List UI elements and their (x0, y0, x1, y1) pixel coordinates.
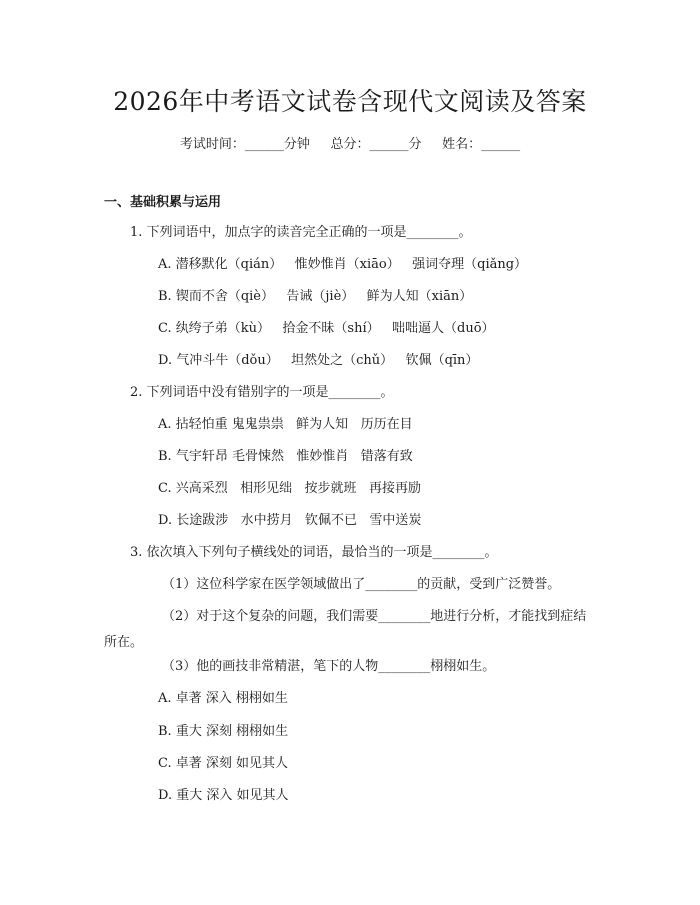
question-3-option-c: C. 卓著 深刻 如见其人 (158, 756, 289, 771)
question-3-sentence-2: （2）对于这个复杂的问题，我们需要________地进行分析，才能找到症结所在。 (104, 609, 587, 650)
section-heading: 一、基础积累与运用 (104, 195, 222, 210)
question-3-sentence-3: （3）他的画技非常精湛，笔下的人物________栩栩如生。 (162, 659, 496, 674)
question-1-option-b: B. 锲而不舍（qiè） 告诫（jiè） 鲜为人知（xiān） (158, 289, 473, 304)
question-3-option-b: B. 重大 深刻 栩栩如生 (158, 724, 289, 739)
question-1-option-c: C. 纨绔子弟（kù） 拾金不昧（shí） 咄咄逼人（duō） (158, 321, 495, 336)
question-2-option-d: D. 长途跋涉 水中捞月 钦佩不已 雪中送炭 (158, 513, 422, 528)
question-3-option-d: D. 重大 深入 如见其人 (158, 788, 289, 803)
question-2-option-c: C. 兴高采烈 相形见绌 按步就班 再接再励 (158, 481, 421, 496)
exam-meta-line: 考试时间：______分钟 总分：______分 姓名：______ (179, 137, 521, 152)
question-2-stem: 2. 下列词语中没有错别字的一项是________。 (130, 385, 394, 400)
question-1-option-a: A. 潜移默化（qián） 惟妙惟肖（xiāo） 强词夺理（qiǎng） (158, 257, 528, 272)
question-1-stem: 1. 下列词语中，加点字的读音完全正确的一项是________。 (130, 225, 472, 240)
question-3-stem: 3. 依次填入下列句子横线处的词语，最恰当的一项是________。 (130, 545, 498, 560)
question-3-option-a: A. 卓著 深入 栩栩如生 (158, 691, 288, 706)
exam-title: 2026年中考语文试卷含现代文阅读及答案 (113, 87, 587, 116)
question-1-option-d: D. 气冲斗牛（dǒu） 坦然处之（chǔ） 钦佩（qīn） (158, 353, 479, 368)
question-2-option-a: A. 拈轻怕重 鬼鬼祟祟 鲜为人知 历历在目 (158, 417, 413, 432)
question-2-option-b: B. 气宇轩昂 毛骨悚然 惟妙惟肖 错落有致 (158, 449, 413, 464)
question-3-sentence-1: （1）这位科学家在医学领域做出了________的贡献，受到广泛赞誉。 (162, 577, 561, 592)
